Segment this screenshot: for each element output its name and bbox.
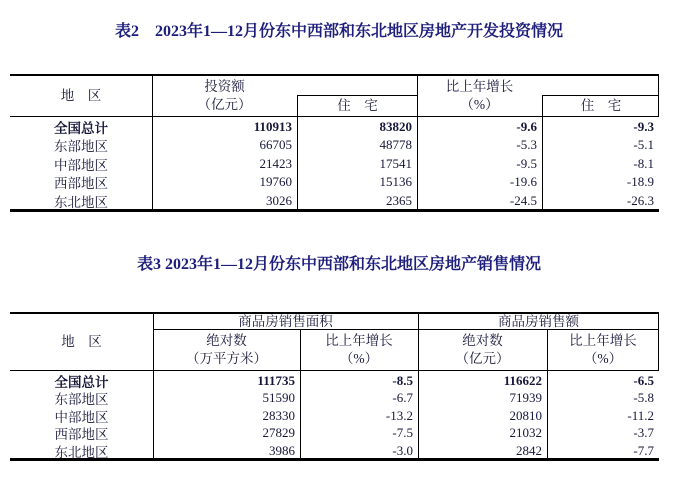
value-cell: -7.5 xyxy=(392,425,413,441)
value-cell: 27829 xyxy=(262,425,295,441)
table-row xyxy=(10,371,659,388)
value-cell: 71939 xyxy=(509,390,542,406)
table-row xyxy=(10,191,659,209)
table-row xyxy=(10,423,659,443)
value-cell: 28330 xyxy=(262,407,295,423)
value-cell: 21423 xyxy=(259,155,292,171)
value-cell: 83820 xyxy=(379,119,412,134)
value-cell: 2365 xyxy=(386,192,412,208)
value-cell: 51590 xyxy=(262,390,295,406)
value-cell: -5.1 xyxy=(633,137,654,153)
table3-body xyxy=(10,371,659,458)
table3-header-region: 地 区 xyxy=(61,334,102,349)
value-cell: 2842 xyxy=(516,442,542,458)
table2-body xyxy=(10,117,659,209)
table3-header-growth-area-line1: 比上年增长 xyxy=(325,333,393,348)
region-cell: 中部地区 xyxy=(54,409,109,425)
table2-header-invest xyxy=(152,76,297,116)
region-cell: 全国总计 xyxy=(54,375,109,390)
table3-header-abs-amount-line1: 绝对数 xyxy=(462,333,503,348)
table2-header-growth xyxy=(417,76,542,116)
table3-header-abs-area-line1: 绝对数 xyxy=(206,333,247,348)
value-cell: 19760 xyxy=(259,174,292,190)
table3-header-group-amount: 商品房销售额 xyxy=(498,313,579,329)
table-row xyxy=(10,388,659,408)
value-cell: -19.6 xyxy=(509,174,537,190)
table3-title: 表3 2023年1—12月份东中西部和东北地区房地产销售情况 xyxy=(136,256,541,273)
value-cell: -24.5 xyxy=(509,192,537,208)
table-row xyxy=(10,117,659,135)
table2-header-growth-line1: 比上年增长 xyxy=(445,79,514,94)
region-cell: 东部地区 xyxy=(54,392,109,408)
table3-header-abs-area xyxy=(153,330,300,370)
table3-header-growth-area xyxy=(300,330,418,370)
table2-header-region: 地 区 xyxy=(60,88,102,103)
value-cell: 17541 xyxy=(379,155,412,171)
table3-header-growth-amount xyxy=(547,330,659,370)
value-cell: -3.0 xyxy=(392,442,413,458)
value-cell: -9.3 xyxy=(633,119,654,134)
value-cell: 111735 xyxy=(257,373,295,388)
region-cell: 全国总计 xyxy=(54,121,108,136)
value-cell: 15136 xyxy=(379,174,412,190)
table-row xyxy=(10,172,659,190)
value-cell: -13.2 xyxy=(385,407,413,423)
value-cell: -3.7 xyxy=(633,425,654,441)
table3-header-growth-amount-line1: 比上年增长 xyxy=(569,333,637,348)
value-cell: -9.6 xyxy=(516,119,537,134)
table-row xyxy=(10,441,659,458)
value-cell: -6.5 xyxy=(633,373,654,388)
value-cell: -5.8 xyxy=(633,390,654,406)
value-cell: 20810 xyxy=(509,407,542,423)
value-cell: -9.5 xyxy=(516,155,537,171)
value-cell: -11.2 xyxy=(627,407,654,423)
value-cell: 3026 xyxy=(266,192,292,208)
table2-header-residential-growth: 住 宅 xyxy=(580,98,622,113)
table2-header-residential: 住 宅 xyxy=(337,98,378,113)
table2-header-invest-line2: （亿元） xyxy=(197,97,252,112)
value-cell: -6.7 xyxy=(392,390,413,406)
value-cell: -8.1 xyxy=(633,155,654,171)
value-cell: -18.9 xyxy=(626,174,654,190)
table3-header-growth-area-line2: （%） xyxy=(339,351,379,366)
value-cell: 116622 xyxy=(503,373,542,388)
region-cell: 东北地区 xyxy=(54,194,108,210)
table2-title: 表2 2023年1—12月份东中西部和东北地区房地产开发投资情况 xyxy=(114,23,563,40)
table-row xyxy=(10,154,659,172)
region-cell: 中部地区 xyxy=(54,157,108,173)
table-row xyxy=(10,135,659,153)
value-cell: -7.7 xyxy=(633,442,654,458)
table-row xyxy=(10,406,659,423)
value-cell: 66705 xyxy=(259,137,292,153)
table2-header-invest-line1: 投资额 xyxy=(204,79,245,94)
value-cell: -8.5 xyxy=(392,373,413,388)
table3-header-abs-amount xyxy=(418,330,547,370)
value-cell: 3986 xyxy=(269,442,295,458)
table3-header-growth-amount-line2: （%） xyxy=(583,351,623,366)
table3-header-abs-area-line2: （万平方米） xyxy=(186,351,267,366)
table2-header-growth-line2: （%） xyxy=(460,97,499,112)
value-cell: 48778 xyxy=(379,137,412,153)
value-cell: -5.3 xyxy=(516,137,537,153)
value-cell: 21032 xyxy=(509,425,542,441)
region-cell: 东北地区 xyxy=(54,444,109,460)
table3-header-group-area: 商品房销售面积 xyxy=(238,313,333,329)
region-cell: 东部地区 xyxy=(54,139,108,155)
region-cell: 西部地区 xyxy=(54,427,109,443)
region-cell: 西部地区 xyxy=(54,176,108,192)
value-cell: 110913 xyxy=(253,119,292,134)
table3-header-abs-amount-line2: （亿元） xyxy=(455,351,510,366)
value-cell: -26.3 xyxy=(626,192,654,208)
